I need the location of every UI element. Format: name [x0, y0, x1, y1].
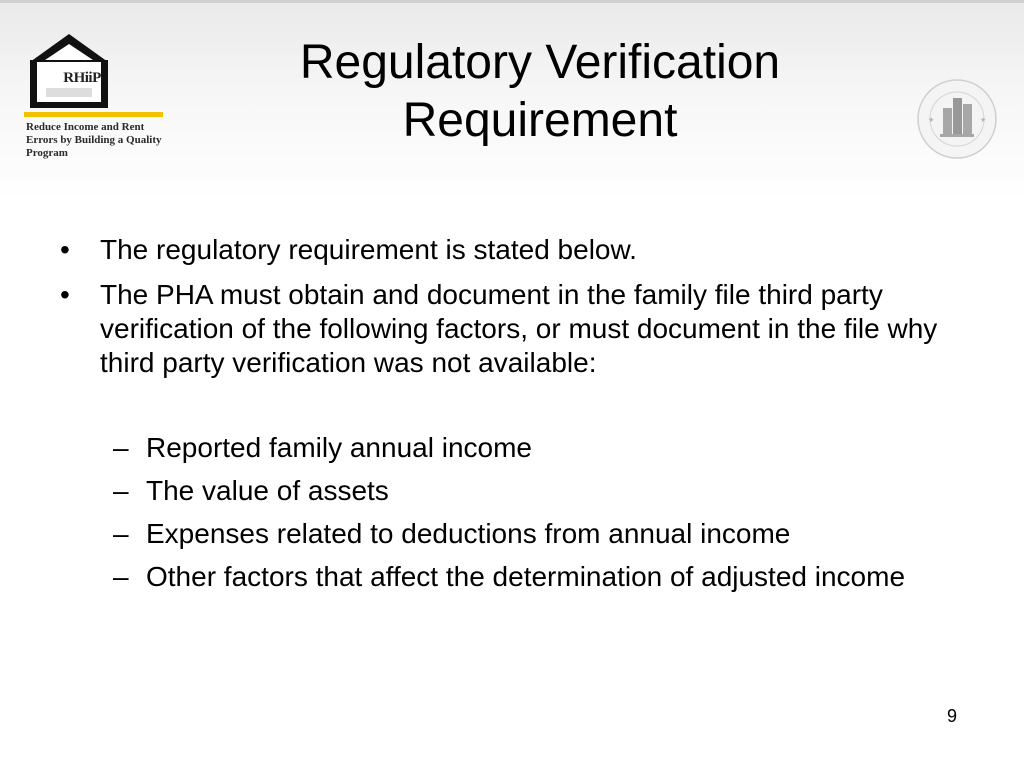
title-line: Regulatory Verification	[299, 36, 781, 89]
rhiip-logo	[24, 32, 174, 167]
sub-bullet-marker: –	[113, 518, 129, 549]
sub-bullet-text: Reported family annual income	[146, 432, 532, 463]
tagline-line: Program	[26, 147, 68, 159]
logo-accent-bar	[24, 112, 163, 117]
sub-bullet-item	[60, 474, 980, 508]
svg-text:★: ★	[980, 116, 987, 124]
slide-title	[190, 34, 890, 150]
top-border	[0, 0, 1024, 3]
logo-mark-text: RHiiP	[63, 70, 101, 86]
sub-bullet-text: Other factors that affect the determination of adjusted income	[146, 561, 906, 592]
bullet-text: The regulatory requirement is stated below.	[100, 234, 637, 265]
bullet-marker: •	[60, 279, 70, 310]
sub-bullet-marker: –	[113, 561, 129, 592]
page-number: 9	[947, 706, 958, 726]
hud-seal-icon	[916, 78, 998, 160]
sub-bullet-text: Expenses related to deductions from annual income	[146, 518, 791, 549]
svg-text:★: ★	[928, 116, 935, 124]
sub-bullet-list	[60, 431, 980, 594]
bullet-item	[60, 233, 980, 267]
logo-tagline	[26, 121, 176, 160]
title-line: Requirement	[402, 94, 678, 147]
slide-body	[60, 233, 980, 603]
tagline-line: Reduce Income and Rent	[26, 121, 145, 133]
sub-bullet-marker: –	[113, 475, 129, 506]
sub-bullet-item	[60, 560, 980, 594]
bullet-marker: •	[60, 234, 70, 265]
sub-bullet-marker: –	[113, 432, 129, 463]
sub-bullet-text: The value of assets	[146, 475, 389, 506]
sub-bullet-item	[60, 431, 980, 465]
sub-bullet-item	[60, 517, 980, 551]
bullet-text: The PHA must obtain and document in the family file third party verification of the following factors, or must document in the file why third party verification was not available:	[100, 279, 938, 378]
bullet-item	[60, 278, 980, 380]
tagline-line: Errors by Building a Quality	[26, 134, 162, 146]
